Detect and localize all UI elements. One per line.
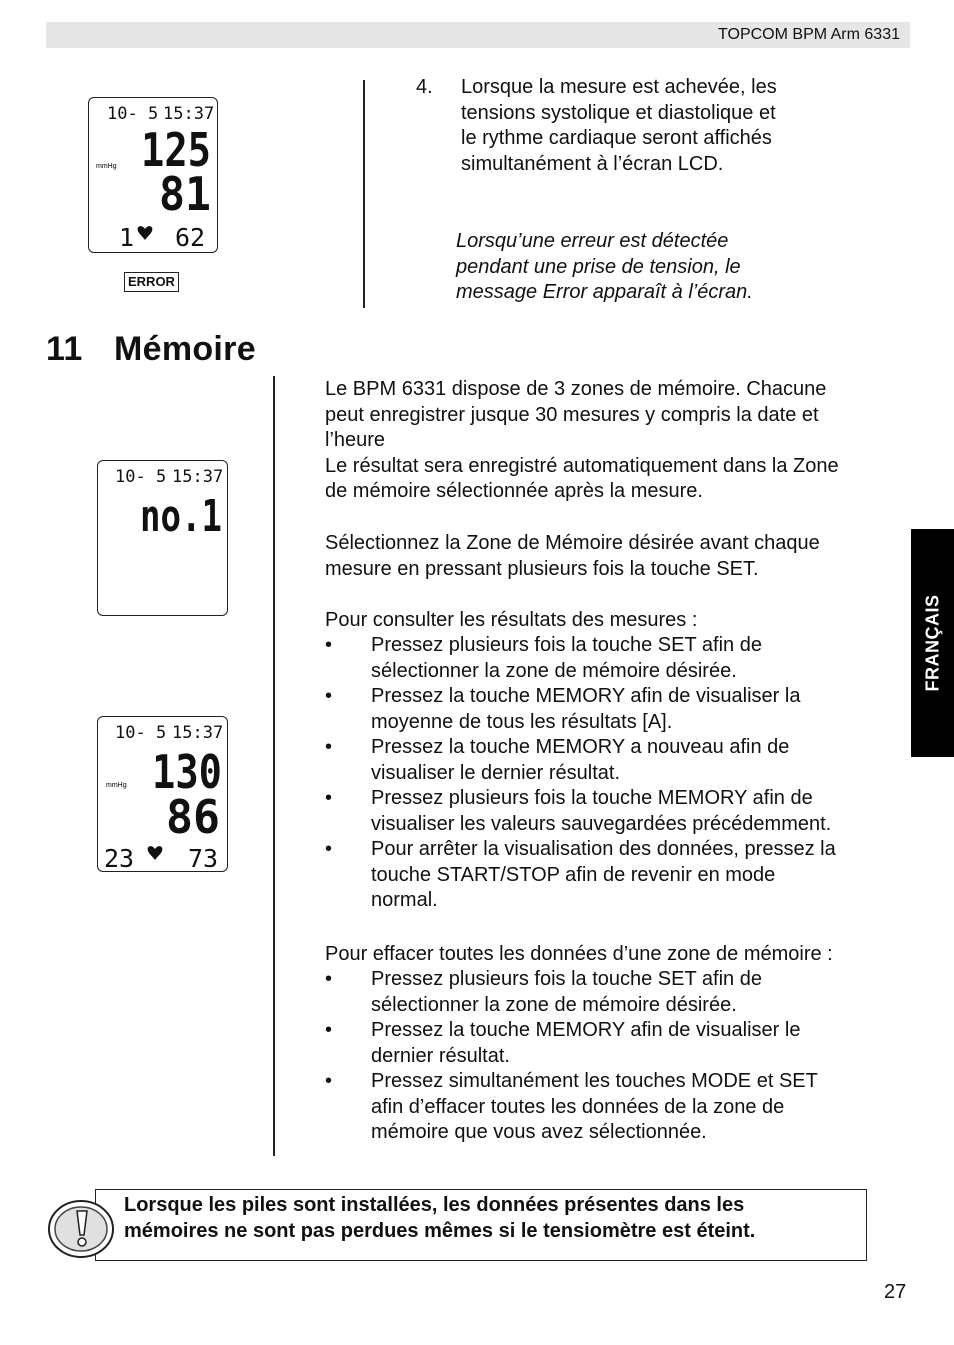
text-line: tensions systolique et diastolique et	[461, 101, 776, 124]
text-line: Pressez la touche MEMORY afin de visualiser la	[371, 685, 801, 707]
text-line: Lorsque les piles sont installées, les données présentes dans les	[124, 1194, 745, 1216]
intro-paragraph	[325, 377, 905, 505]
warning-icon	[46, 1197, 116, 1261]
lcd-display-memory-zone	[97, 460, 228, 616]
section-heading	[46, 330, 256, 369]
lcd-date: 10- 5	[115, 723, 167, 743]
section-number: 11	[46, 330, 83, 368]
text-line: Pressez simultanément les touches MODE et SET	[371, 1070, 818, 1092]
text-line: visualiser le dernier résultat.	[371, 761, 620, 784]
bullet: •	[325, 838, 333, 860]
erase-heading: Pour effacer toutes les données d’une zone de mémoire :	[325, 943, 833, 965]
bullet: •	[325, 1070, 333, 1092]
lcd-pulse: 73	[188, 844, 219, 873]
lcd-diastolic: 86	[166, 790, 220, 844]
lcd-memory-index: 23	[104, 844, 135, 873]
header-bar	[46, 22, 910, 48]
text-line: mesure en pressant plusieurs fois la touche SET.	[325, 557, 759, 580]
lcd-systolic: 125	[141, 123, 211, 177]
bullet: •	[325, 968, 333, 990]
text-line: Pressez plusieurs fois la touche SET afin de	[371, 634, 762, 656]
list-item	[325, 1069, 905, 1146]
text-line: Le résultat sera enregistré automatiquement dans la Zone	[325, 454, 839, 477]
erase-list	[325, 967, 905, 1146]
lcd-display-memory-result	[97, 716, 228, 872]
text-line: sélectionner la zone de mémoire désirée.	[371, 659, 737, 682]
text-line: visualiser les valeurs sauvegardées précédemment.	[371, 812, 832, 835]
heart-icon	[148, 846, 163, 860]
list-item	[325, 1018, 905, 1069]
header-title: TOPCOM BPM Arm 6331	[718, 26, 900, 43]
select-zone-paragraph	[325, 531, 905, 582]
text-line: Pressez plusieurs fois la touche SET afin de	[371, 968, 762, 990]
consult-list	[325, 633, 905, 914]
text-line: mémoires ne sont pas perdues mêmes si le tensiomètre est éteint.	[124, 1219, 756, 1242]
language-tab-label: FRANÇAIS	[922, 594, 942, 692]
text-line: sélectionner la zone de mémoire désirée.	[371, 993, 737, 1016]
lcd-systolic: 130	[152, 745, 222, 799]
list-item	[325, 735, 905, 786]
bullet: •	[325, 685, 333, 707]
text-line: Sélectionnez la Zone de Mémoire désirée avant chaque	[325, 532, 820, 554]
lcd-diastolic: 81	[159, 167, 211, 221]
text-line: de mémoire sélectionnée après la mesure.	[325, 480, 703, 502]
list-item	[325, 633, 905, 684]
text-line: moyenne de tous les résultats [A].	[371, 710, 673, 733]
page-number: 27	[884, 1281, 907, 1303]
text-line: afin d’effacer toutes les données de la zone de	[371, 1095, 785, 1118]
lcd-segments	[98, 717, 227, 871]
text-line: mémoire que vous avez sélectionnée.	[371, 1121, 707, 1143]
text-line: touche START/STOP afin de revenir en mode	[371, 863, 776, 886]
lcd-memory-zone: no.1	[140, 491, 222, 542]
lcd-display-measurement	[88, 97, 218, 253]
text-line: Lorsque la mesure est achevée, les	[461, 76, 777, 98]
note-text	[124, 1193, 854, 1244]
bullet: •	[325, 787, 333, 809]
step-4-text	[461, 75, 861, 177]
heart-icon	[138, 226, 153, 240]
lcd-unit: mmHg	[96, 163, 117, 170]
list-item	[325, 684, 905, 735]
text-line: message Error apparaît à l’écran.	[456, 281, 753, 303]
lcd-segments	[89, 98, 217, 252]
list-item	[325, 967, 905, 1018]
text-line: Lorsqu’une erreur est détectée	[456, 230, 729, 252]
lcd-unit: mmHg	[106, 782, 127, 789]
lcd-memory-index: 1	[119, 223, 135, 252]
lcd-time: 15:37	[163, 104, 215, 124]
text-line: simultanément à l’écran LCD.	[461, 152, 724, 175]
list-item	[325, 837, 905, 914]
text-line: Le BPM 6331 dispose de 3 zones de mémoire. Chacune	[325, 378, 827, 400]
bullet: •	[325, 736, 333, 758]
text-line: Pour arrêter la visualisation des données, pressez la	[371, 838, 836, 860]
text-line: normal.	[371, 889, 438, 911]
lcd-pulse: 62	[175, 223, 206, 252]
step-4-number: 4.	[416, 76, 433, 98]
text-line: Pressez la touche MEMORY afin de visualiser le	[371, 1019, 801, 1041]
error-indicator: ERROR	[124, 272, 179, 292]
lcd-date: 10- 5	[115, 467, 167, 487]
lcd-time: 15:37	[172, 723, 224, 743]
bullet: •	[325, 1019, 333, 1041]
text-line: peut enregistrer jusque 30 mesures y compris la date et	[325, 403, 819, 426]
text-line: Pressez plusieurs fois la touche MEMORY afin de	[371, 787, 813, 809]
consult-heading: Pour consulter les résultats des mesures :	[325, 609, 698, 631]
language-tab	[911, 529, 954, 757]
text-line: l’heure	[325, 429, 386, 451]
lcd-segments	[98, 461, 227, 615]
text-line: Pressez la touche MEMORY a nouveau afin de	[371, 736, 790, 758]
section-title: Mémoire	[114, 330, 256, 368]
divider-top	[363, 80, 365, 308]
lcd-time: 15:37	[172, 467, 224, 487]
list-item	[325, 786, 905, 837]
text-line: le rythme cardiaque seront affichés	[461, 127, 772, 149]
text-line: pendant une prise de tension, le	[456, 255, 741, 278]
divider-main	[273, 376, 275, 1156]
bullet: •	[325, 634, 333, 656]
error-note	[456, 229, 856, 306]
text-line: dernier résultat.	[371, 1044, 510, 1067]
lcd-date: 10- 5	[107, 104, 159, 124]
